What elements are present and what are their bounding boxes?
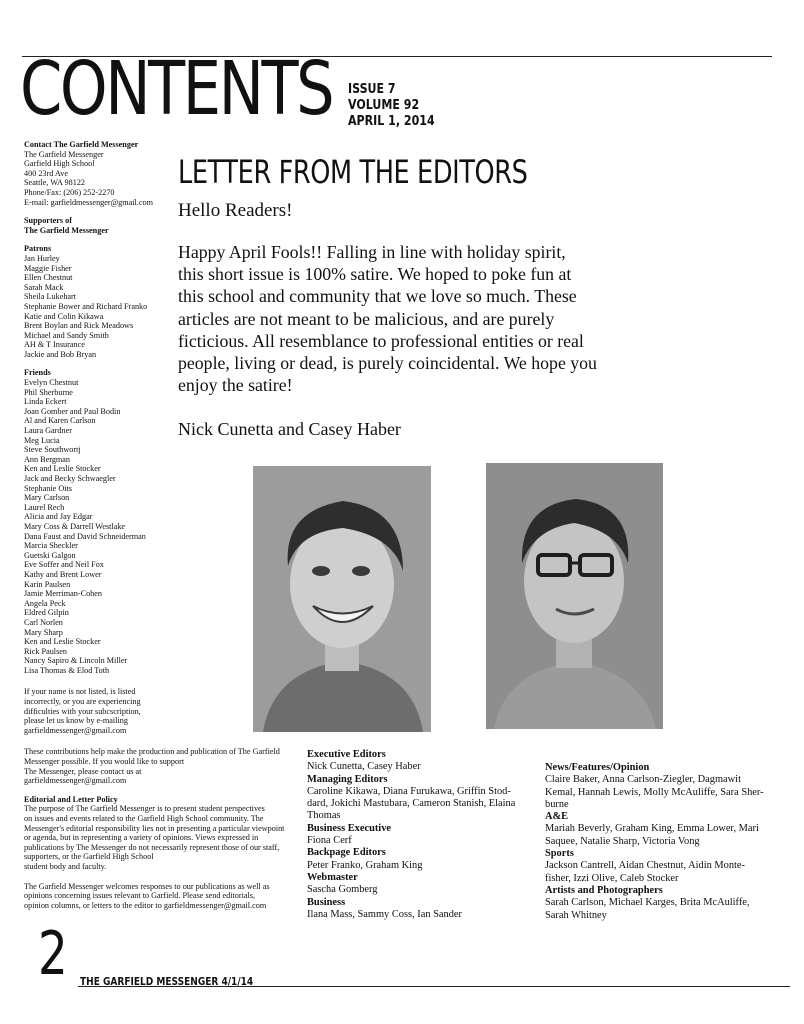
not-listed-line: please let us know by e-mailing [24,716,128,726]
responses-line: opinion columns, or letters to the editor to garfieldmessenger@gmail.com [24,900,267,910]
staff-role-heading: Business [307,896,346,908]
policy-line: or agenda, but in representing a variety of opinions. Views expressed in [24,833,259,843]
patron-name: Jackie and Bob Bryan [24,349,97,359]
not-listed-line: garfieldmessenger@gmail.com [24,725,127,735]
friend-name: Ann Bergman [24,454,71,464]
staff-names-line: Fiona Cerf [307,835,352,847]
supporters-heading-line: The Garfield Messenger [24,225,109,235]
staff-names-line: Ilana Mass, Sammy Coss, Ian Sander [307,908,462,920]
friend-name: Joan Gomber and Paul Bodin [24,406,121,416]
friend-name: Nancy Sapiro & Lincoln Miller [24,656,128,666]
patron-name: Sarah Mack [24,282,64,292]
friend-name: Eldred Gilpin [24,608,69,618]
friend-name: Laura Gardner [24,426,72,436]
friend-name: Evelyn Chestnut [24,378,79,388]
not-listed-line: incorrectly, or you are experiencing [24,697,141,707]
friend-name: Carl Norlen [24,617,63,627]
friend-name: Laurel Rech [24,502,65,512]
staff-names-line: Sarah Whitney [545,909,607,921]
friend-name: Angela Peck [24,598,66,608]
page-number: 2 [38,919,68,989]
friend-name: Marcia Sheckler [24,541,78,551]
friends-heading: Friends [24,368,51,378]
patron-name: AH & T Insurance [24,340,85,350]
staff-names-line: fisher, Izzi Olive, Caleb Stocker [545,872,679,884]
staff-role-heading: Business Executive [307,822,391,834]
staff-names-line: Peter Franko, Graham King [307,859,423,871]
letter-greeting: Hello Readers! [178,200,293,221]
letter-title: LETTER FROM THE EDITORS [178,153,528,191]
policy-line: The purpose of The Garfield Messenger is to present student perspectives [24,804,265,814]
footer-label: THE GARFIELD MESSENGER 4/1/14 [80,975,254,988]
contact-line: Phone/Fax: (206) 252-2270 [24,187,115,197]
policy-block [24,795,294,872]
letter-body-line: enjoy the satire! [178,375,293,396]
letter-body [178,241,658,396]
friend-name: Rick Paulsen [24,646,67,656]
friend-name: Al and Karen Carlson [24,416,96,426]
staff-names-line: Thomas [307,810,341,822]
staff-names-line: Saquee, Natalie Sharp, Victoria Vong [545,835,700,847]
issue-number: ISSUE 7 [348,82,396,97]
volume-number: VOLUME 92 [348,98,420,113]
staff-column-1 [307,749,529,921]
letter-body-line: people, living or dead, is purely coincidental. We hope you [178,353,597,374]
staff-role-heading: A&E [545,811,569,823]
not-listed-line: difficulties with your subcscription, [24,706,141,716]
contributions-note [24,747,294,785]
editor-photo-right [486,463,663,729]
staff-role-heading: Webmaster [307,871,358,883]
staff-names-line: burne [545,798,569,810]
responses-note [24,882,294,911]
friend-name: Alicia and Jay Edgar [24,512,93,522]
patron-name: Sheila Lukehart [24,292,77,302]
patrons-heading: Patrons [24,244,52,254]
staff-names-line: Sarah Carlson, Michael Karges, Brita McAuliffe, [545,897,750,909]
friend-name: Meg Lucia [24,435,60,445]
letter-body-line: Happy April Fools!! Falling in line with holiday spirit, [178,242,566,262]
masthead-title: CONTENTS [20,46,333,132]
staff-names-line: Nick Cunetta, Casey Haber [307,761,421,773]
patron-name: Brent Boylan and Rick Meadows [24,321,134,331]
staff-role-heading: Managing Editors [307,773,388,785]
friend-name: Mary Carlson [24,493,70,503]
staff-role-heading: Sports [545,848,574,860]
staff-names-line: dard, Jokichi Mastubara, Cameron Stanish, Elaina [307,798,516,810]
patron-name: Ellen Chestnut [24,273,73,283]
portrait-student-with-glasses [486,463,663,729]
friend-name: Ken and Leslie Stocker [24,464,101,474]
policy-line: publications by The Messenger do not necessarily represent those of our staff, [24,842,280,852]
letter-signature: Nick Cunetta and Casey Haber [178,419,401,439]
policy-line: supporters, or the Garfield High School [24,852,154,862]
issue-date: APRIL 1, 2014 [348,114,435,129]
staff-names-line: Mariah Beverly, Graham King, Emma Lower, Mari [545,823,759,835]
contact-line: E-mail: garfieldmessenger@gmail.com [24,197,153,207]
patron-name: Maggie Fisher [24,263,72,273]
letter-body-line: ficticious. All resemblance to professional entities or real [178,330,584,351]
staff-column-2 [545,762,770,922]
patron-name: Michael and Sandy Smith [24,330,109,340]
friend-name: Karin Paulsen [24,579,71,589]
contact-line: 400 23rd Ave [24,168,68,178]
contributions-line: These contributions help make the production and publication of The Garfield [24,747,280,757]
editor-photo-left [253,466,431,732]
friend-name: Mary Coss & Darrell Westlake [24,521,126,531]
friend-name: Lisa Thomas & Elod Toth [24,665,110,675]
responses-line: The Garfield Messenger welcomes responses to our publications as well as [24,881,270,891]
letter-body-line: this school and community that we love so much. These [178,286,577,307]
staff-names-line: Caroline Kikawa, Diana Furukawa, Griffin Stod- [307,785,511,797]
friend-name: Jack and Becky Schwaegler [24,474,116,483]
portrait-smiling-student [253,466,431,732]
patron-name: Jan Hurley [24,253,60,263]
patron-name: Stephanie Bower and Richard Franko [24,301,148,311]
contributions-line: The Messenger, please contact us at [24,766,142,776]
friend-name: Guetski Galgon [24,550,76,560]
friend-name: Jamie Merriman-Cohen [24,589,102,599]
staff-names-line: Kemal, Hannah Lewis, Molly McAuliffe, Sara Sher- [545,786,764,798]
staff-names-line: Jackson Cantrell, Aidan Chestnut, Aidin Monte- [545,860,745,872]
friend-name: Phil Sherburne [24,387,73,397]
friend-name: Kathy and Brent Lower [24,569,102,579]
contact-heading: Contact The Garfield Messenger [24,140,139,149]
contact-line: Garfield High School [24,159,95,169]
contributions-line: Messenger possible. If you would like to support [24,757,185,767]
friend-name: Ken and Leslie Stocker [24,637,101,647]
contributions-line: garfieldmessenger@gmail.com [24,776,127,786]
staff-role-heading: Executive Editors [307,749,386,760]
staff-role-heading: Backpage Editors [307,847,386,859]
staff-names-line: Claire Baker, Anna Carlson-Ziegler, Dagmawit [545,774,741,786]
friend-name: Stephanie Oits [24,483,72,493]
contact-line: The Garfield Messenger [24,149,104,159]
friend-name: Eve Soffer and Neil Fox [24,560,104,570]
not-listed-line: If your name is not listed, is listed [24,687,136,697]
patron-name: Katie and Colin Kikawa [24,311,104,321]
responses-line: opinions concerning issues relevant to Garfield. Please send editorials, [24,891,256,901]
friend-name: Mary Sharp [24,627,63,637]
policy-line: student body and faculty. [24,861,107,871]
policy-heading: Editorial and Letter Policy [24,794,118,804]
friend-name: Steve Southwortj [24,445,81,455]
friend-name: Dana Faust and David Schneiderman [24,531,146,541]
policy-line: Messenger's editorial responsibility lies not in presenting a particular viewpoint [24,823,285,833]
friend-name: Linda Eckert [24,397,67,407]
supporters-heading-line: Supporters of [24,216,72,226]
staff-role-heading: News/Features/Opinion [545,762,650,773]
policy-line: on issues and events related to the Garfield High School community. The [24,814,264,823]
letter-body-line: articles are not meant to be malicious, and are purely [178,308,555,329]
letter-body-line: this short issue is 100% satire. We hoped to poke fun at [178,264,572,285]
issue-info [348,82,435,130]
staff-role-heading: Artists and Photographers [545,884,663,896]
contact-line: Seattle, WA 98122 [24,178,86,188]
staff-names-line: Sascha Gomberg [307,884,378,896]
